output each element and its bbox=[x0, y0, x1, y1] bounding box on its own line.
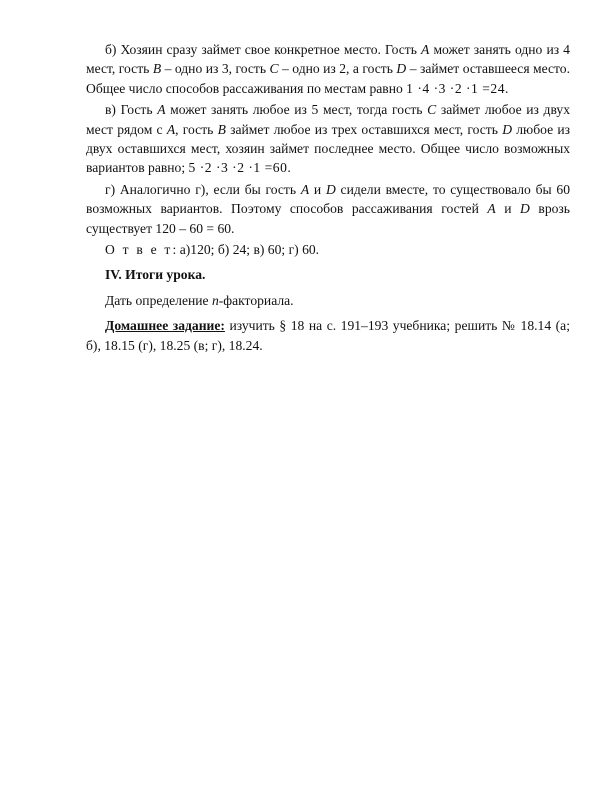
var-a: A bbox=[300, 181, 310, 197]
text: врозь существует 120 – 60 = 60. bbox=[86, 201, 570, 236]
var-a: A bbox=[421, 42, 430, 57]
text: – одно из 3, гость bbox=[161, 61, 270, 77]
text: любое из двух оставшихся мест, хозяин займет последнее место. Общее число возможных вариантов равно; bbox=[86, 121, 570, 176]
text: сидели вместе, то существовало бы 60 возможных вариантов. Поэтому способов рассаживания гостей bbox=[86, 181, 571, 217]
var-c: C bbox=[427, 102, 437, 118]
var-c: C bbox=[269, 61, 279, 77]
text: б) Хозяин сразу займет свое конкретное место. Гость bbox=[105, 42, 422, 57]
var-a: A bbox=[166, 121, 176, 137]
var-d: D bbox=[396, 61, 407, 77]
document-text bbox=[86, 40, 570, 357]
formula-b: 1 ·4 ·3 ·2 ·1 =24. bbox=[406, 80, 509, 96]
formula-v: 5 ·2 ·3 ·2 ·1 =60. bbox=[188, 160, 292, 176]
text: может занять любое из 5 мест, тогда гость bbox=[165, 102, 428, 118]
var-b: B bbox=[152, 61, 162, 77]
var-b: B bbox=[217, 121, 226, 137]
paragraph-v bbox=[86, 100, 570, 178]
var-n: n bbox=[211, 292, 219, 308]
text: в) Гость bbox=[105, 102, 158, 118]
definition-line bbox=[86, 291, 570, 310]
text: займет любое из двух мест рядом с bbox=[86, 102, 571, 137]
text: , гость bbox=[175, 121, 218, 137]
text: Дать определение bbox=[105, 292, 212, 308]
text: – одно из 2, а гость bbox=[278, 61, 397, 77]
var-d: D bbox=[520, 201, 530, 217]
answer-text: : а)120; б) 24; в) 60; г) 60. bbox=[172, 242, 320, 258]
homework-line bbox=[86, 316, 570, 355]
answer-line bbox=[86, 240, 570, 259]
text: займет любое из трех оставшихся мест, гость bbox=[225, 121, 503, 137]
text: – займет оставшееся место. Общее число способов рассаживания по местам равно bbox=[86, 61, 571, 96]
var-a: A bbox=[487, 201, 496, 217]
homework-label: Домашнее задание: bbox=[105, 318, 225, 334]
text: и bbox=[495, 201, 521, 217]
answer-label: О т в е т bbox=[105, 242, 173, 258]
paragraph-b bbox=[86, 40, 570, 98]
text: и bbox=[309, 181, 326, 197]
var-d: D bbox=[502, 121, 513, 137]
homework-text: изучить § 18 на с. 191–193 учебника; решить № 18.14 (а; б), 18.15 (г), 18.25 (в; г), 18.24. bbox=[86, 318, 570, 353]
text: -факториала. bbox=[218, 292, 294, 308]
text: может занять одно из 4 мест, гость bbox=[86, 42, 570, 77]
text: г) Аналогично г), если бы гость bbox=[105, 181, 301, 197]
paragraph-g bbox=[86, 180, 570, 238]
section-heading: IV. Итоги урока. bbox=[105, 267, 206, 283]
var-d: D bbox=[325, 181, 336, 197]
var-a: A bbox=[157, 102, 166, 118]
